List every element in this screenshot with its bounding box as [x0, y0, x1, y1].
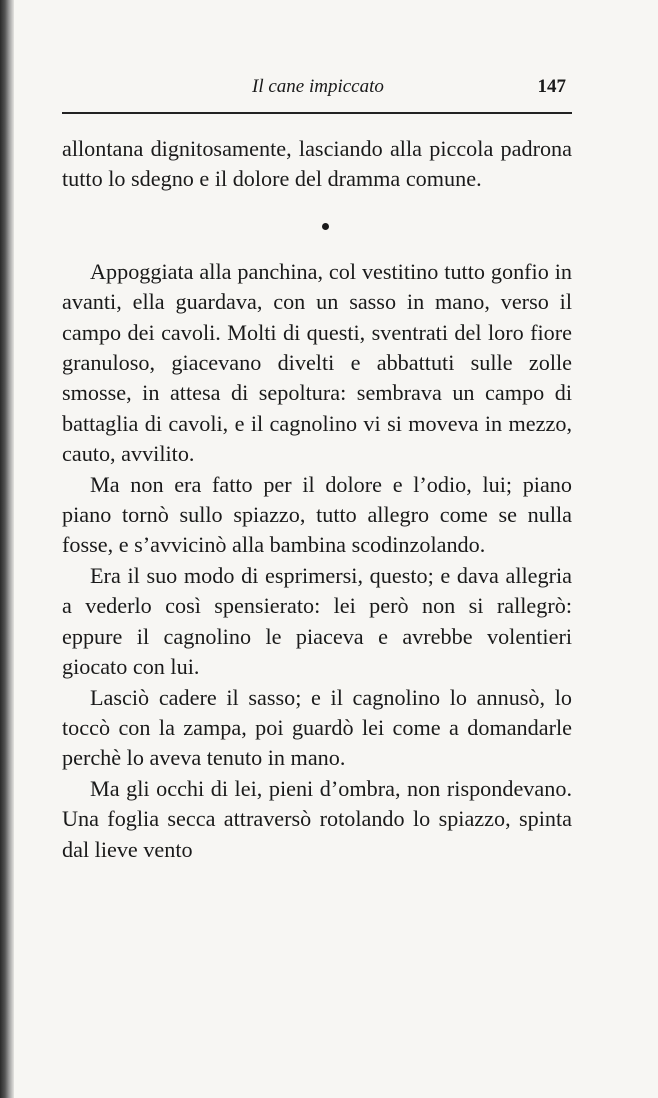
- body-text: [62, 134, 572, 865]
- paragraph: Appoggiata alla panchina, col vestitino tutto gonfio in avanti, ella guardava, con un sasso in mano, verso il campo dei cavoli. Molti di questi, sventrati del loro fiore granuloso, giacevano divelti e abbattuti sulle zolle smosse, in attesa di sepoltura: sembrava un campo di battaglia di cavoli, e il cagnolino vi si moveva in mezzo, cauto, avvilito.: [62, 258, 572, 467]
- running-head: [62, 62, 572, 114]
- running-title: Il cane impiccato: [252, 76, 384, 97]
- paragraph: Ma non era fatto per il dolore e l’odio, lui; piano piano tornò sullo spiazzo, tutto allegro come se nulla fosse, e s’avvicinò alla bambina scodinzolando.: [62, 471, 572, 558]
- section-separator: [62, 215, 572, 233]
- separator-dot-icon: [322, 223, 329, 230]
- paragraph: allontana dignitosamente, lasciando alla piccola padrona tutto lo sdegno e il dolore del dramma comune.: [62, 136, 572, 192]
- book-spine-shadow: [0, 0, 14, 1098]
- book-page: [62, 62, 572, 865]
- page-number: 147: [537, 76, 566, 97]
- paragraph: Ma gli occhi di lei, pieni d’ombra, non rispondevano. Una foglia secca attraversò rotolando lo spiazzo, spinta dal lieve vento: [62, 775, 572, 862]
- paragraph: Era il suo modo di esprimersi, questo; e dava allegria a vederlo così spensierato: lei però non si rallegrò: eppure il cagnolino le piaceva e avrebbe volentieri giocato con lui.: [62, 562, 572, 680]
- paragraph: Lasciò cadere il sasso; e il cagnolino lo annusò, lo toccò con la zampa, poi guardò lei come a domandarle perchè lo aveva tenuto in mano.: [62, 684, 572, 771]
